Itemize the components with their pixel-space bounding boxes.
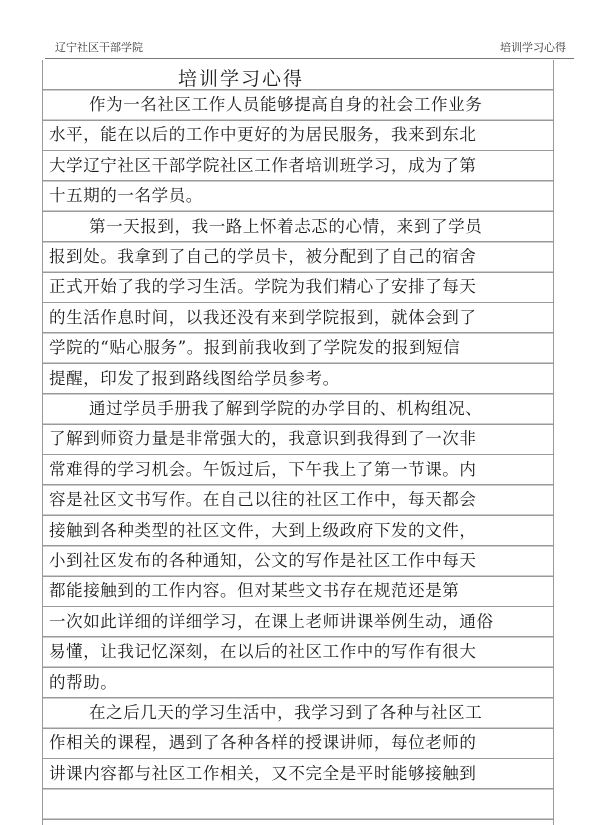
text-line: 大学辽宁社区干部学院社区工作者培训班学习，成为了第 (49, 155, 477, 175)
text-line: 小到社区发布的各种通知，公文的写作是社区工作中每天 (49, 551, 477, 570)
text-line: 作为一名社区工作人员能够提高自身的社会工作业务 (89, 95, 483, 114)
text-line: 的帮助。 (49, 672, 118, 692)
text-line: 学院的“贴心服务”。报到前我收到了学院发的报到短信 (49, 338, 461, 358)
text-line: 常难得的学习机会。午饭过后，下午我上了第一节课。内 (49, 459, 477, 479)
text-line: 作相关的课程，遇到了各种各样的授课讲师，每位老师的 (49, 733, 477, 753)
header-doc-title: 培训学习心得 (500, 41, 566, 54)
text-line: 了解到师资力量是非常强大的，我意识到我得到了一次非 (49, 429, 477, 449)
text-line: 的生活作息时间，以我还没有来到学院报到，就体会到了 (49, 307, 477, 327)
header-rule (45, 58, 574, 59)
document-title: 培训学习心得 (178, 68, 305, 90)
header-institution: 辽宁社区干部学院 (55, 41, 143, 54)
text-line: 在之后几天的学习生活中，我学习到了各种与社区工 (89, 703, 483, 722)
text-line: 报到处。我拿到了自己的学员卡，被分配到了自己的宿舍 (49, 247, 477, 266)
text-line: 都能接触到的工作内容。但对某些文书存在规范还是第 (49, 581, 460, 601)
text-line: 讲课内容都与社区工作相关，又不完全是平时能够接触到 (49, 763, 477, 783)
text-line: 接触到各种类型的社区文件，大到上级政府下发的文件， (49, 520, 477, 540)
text-line: 通过学员手册我了解到学院的办学目的、机构组况、 (89, 399, 483, 418)
page-header (45, 37, 570, 57)
text-line: 十五期的一名学员。 (49, 186, 203, 206)
text-line: 提醒，印发了报到路线图给学员参考。 (49, 368, 340, 388)
text-line: 正式开始了我的学习生活。学院为我们精心了安排了每天 (49, 277, 477, 297)
text-line: 易懂，让我记忆深刻，在以后的社区工作中的写作有很大 (49, 642, 477, 662)
text-line: 水平，能在以后的工作中更好的为居民服务，我来到东北 (49, 125, 477, 145)
lined-paper (42, 60, 554, 825)
text-line: 第一天报到，我一路上怀着忐忑的心情，来到了学员 (89, 216, 483, 236)
text-line: 容是社区文书写作。在自己以往的社区工作中，每天都会 (49, 490, 477, 510)
text-line: 一次如此详细的详细学习，在课上老师讲课举例生动，通俗 (49, 611, 494, 631)
